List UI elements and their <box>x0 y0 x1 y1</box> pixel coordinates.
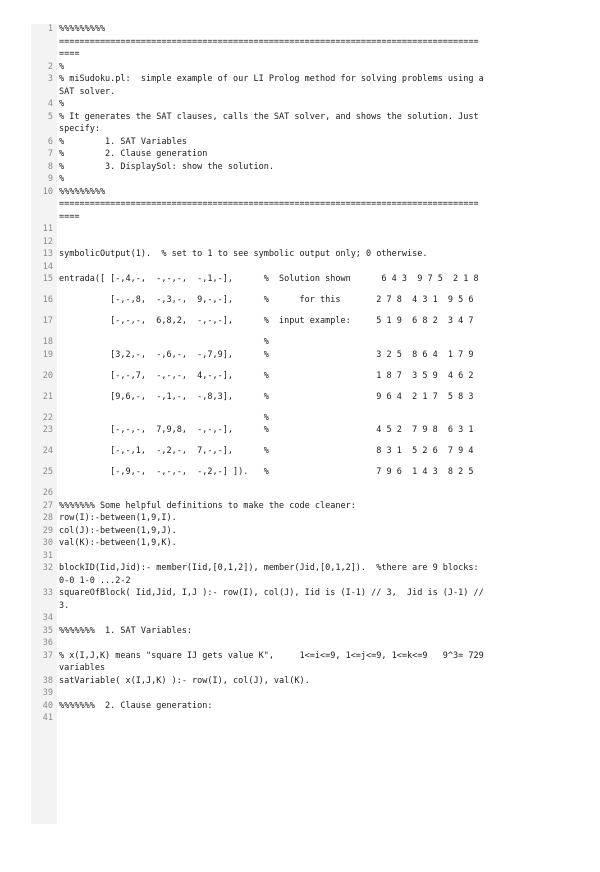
line-number: 36 <box>42 638 53 648</box>
code-text: 3. <box>59 600 70 611</box>
line-number: 3 <box>47 74 53 84</box>
code-text: row(I):-between(1,9,I). <box>59 513 177 523</box>
code-text: % 1. SAT Variables <box>59 136 187 147</box>
code-line <box>31 638 563 651</box>
code-text <box>57 713 563 726</box>
code-text: % <box>59 412 269 423</box>
code-text <box>57 688 563 701</box>
line-number: 34 <box>42 613 53 623</box>
line-number: 4 <box>47 99 53 109</box>
code-line <box>31 149 563 162</box>
code-line <box>31 249 563 262</box>
code-text: % <box>59 174 65 184</box>
code-line <box>31 613 563 626</box>
line-number: 39 <box>42 688 53 698</box>
line-number: 35 <box>42 625 53 636</box>
code-line <box>31 651 563 664</box>
line-number <box>31 49 57 62</box>
line-number <box>31 87 57 100</box>
code-text: [3,2,-, -,6,-, -,7,9], % 3 2 5 8 6 4 1 7 9 <box>59 349 474 360</box>
code-text: % It generates the SAT clauses, calls the SAT solver, and shows the solution. Just <box>59 111 479 122</box>
code-line <box>31 262 563 275</box>
code-text: [-,-,-, 6,8,2, -,-,-], % input example: 5 1 9 6 8 2 3 4 7 <box>59 316 474 326</box>
line-number: 14 <box>42 261 53 272</box>
line-number: 24 <box>42 446 53 456</box>
code-text: col(J):-between(1,9,J). <box>59 525 177 536</box>
code-line <box>31 601 563 614</box>
line-number: 30 <box>42 538 53 548</box>
line-number <box>31 199 57 212</box>
code-text: [-,-,7, -,-,-, 4,-,-], % 1 8 7 3 5 9 4 6 2 <box>59 370 474 381</box>
code-line <box>31 137 563 150</box>
code-text: ==== <box>59 211 80 222</box>
code-text <box>57 613 563 626</box>
code-line <box>31 295 563 316</box>
code-text: % 3. DisplaySol: show the solution. <box>59 161 274 172</box>
line-number: 9 <box>47 174 53 184</box>
code-editor[interactable] <box>31 24 563 726</box>
line-number: 28 <box>42 513 53 523</box>
line-number: 21 <box>42 391 53 402</box>
code-line <box>31 563 563 576</box>
line-number: 38 <box>42 675 53 686</box>
code-text: [9,6,-, -,1,-, -,8,3], % 9 6 4 2 1 7 5 8 3 <box>59 391 474 402</box>
line-number: 20 <box>42 370 53 381</box>
line-number: 40 <box>42 700 53 711</box>
code-text: % <box>59 99 65 109</box>
code-lines <box>31 24 563 726</box>
line-number: 32 <box>42 563 53 573</box>
code-line <box>31 112 563 125</box>
code-text <box>57 551 563 564</box>
line-number <box>31 601 57 614</box>
code-line <box>31 162 563 175</box>
code-line <box>31 501 563 514</box>
code-line <box>31 174 563 187</box>
code-line <box>31 413 563 426</box>
code-line <box>31 701 563 714</box>
code-line <box>31 24 563 37</box>
line-number: 26 <box>42 488 53 498</box>
code-text <box>57 638 563 651</box>
code-text: ================================================================================== <box>59 36 479 47</box>
line-number: 16 <box>42 295 53 305</box>
code-text: %%%%%%% 1. SAT Variables: <box>59 625 193 636</box>
code-line <box>31 371 563 392</box>
line-number <box>31 124 57 137</box>
code-text: variables <box>59 663 106 673</box>
code-text: blockID(Iid,Jid):- member(Iid,[0,1,2]), member(Jid,[0,1,2]). %there are 9 blocks: <box>59 563 479 573</box>
code-line <box>31 224 563 237</box>
line-number <box>31 212 57 225</box>
line-number: 27 <box>42 500 53 511</box>
line-number <box>31 37 57 50</box>
line-number <box>31 663 57 676</box>
code-line <box>31 199 563 212</box>
code-line <box>31 49 563 62</box>
code-line <box>31 446 563 467</box>
code-text: % x(I,J,K) means "square IJ gets value K", 1<=i<=9, 1<=j<=9, 1<=k<=9 9^3= 729 <box>59 650 484 661</box>
code-line <box>31 467 563 488</box>
code-text: %%%%%%% 2. Clause generation: <box>59 700 213 711</box>
line-number: 41 <box>42 713 53 723</box>
code-text: ==== <box>59 49 80 59</box>
code-line <box>31 274 563 295</box>
code-text <box>57 237 563 250</box>
code-line <box>31 74 563 87</box>
line-number: 6 <box>47 136 53 147</box>
line-number: 23 <box>42 425 53 435</box>
line-number: 18 <box>42 337 53 347</box>
code-line <box>31 488 563 501</box>
code-line <box>31 62 563 75</box>
code-text: SAT solver. <box>59 86 116 97</box>
code-text: [-,-,8, -,3,-, 9,-,-], % for this 2 7 8 4 3 1 9 5 6 <box>59 295 474 305</box>
line-number: 2 <box>47 61 53 72</box>
code-text: [-,-,-, 7,9,8, -,-,-], % 4 5 2 7 9 8 6 3 1 <box>59 425 474 435</box>
code-line <box>31 425 563 446</box>
line-number <box>31 576 57 589</box>
line-number: 11 <box>42 224 53 234</box>
line-number: 25 <box>42 467 53 477</box>
code-text: %%%%%%% Some helpful definitions to make the code cleaner: <box>59 500 356 511</box>
code-line <box>31 713 563 726</box>
code-line <box>31 526 563 539</box>
line-number: 5 <box>47 111 53 122</box>
line-number: 29 <box>42 525 53 536</box>
line-number: 37 <box>42 650 53 661</box>
code-text: specify: <box>59 124 100 134</box>
code-text: squareOfBlock( Iid,Jid, I,J ):- row(I), col(J), Iid is (I-1) // 3, Jid is (J-1) // <box>59 588 484 598</box>
line-number: 15 <box>42 274 53 284</box>
line-number: 22 <box>42 412 53 423</box>
line-number: 13 <box>42 249 53 259</box>
line-number: 10 <box>42 186 53 197</box>
code-line <box>31 99 563 112</box>
line-number: 7 <box>47 149 53 159</box>
code-text: % <box>59 61 65 72</box>
code-line <box>31 551 563 564</box>
code-text <box>57 262 563 275</box>
code-line <box>31 392 563 413</box>
code-text <box>57 488 563 501</box>
code-text: % <box>59 337 269 347</box>
code-line <box>31 513 563 526</box>
code-text: symbolicOutput(1). % set to 1 to see symbolic output only; 0 otherwise. <box>59 249 428 259</box>
code-text: %%%%%%%%% <box>59 186 106 197</box>
code-line <box>31 237 563 250</box>
code-line <box>31 588 563 601</box>
code-text: val(K):-between(1,9,K). <box>59 538 177 548</box>
code-text: [-,9,-, -,-,-, -,2,-] ]). % 7 9 6 1 4 3 8 2 5 <box>59 467 474 477</box>
code-line <box>31 663 563 676</box>
line-number: 33 <box>42 588 53 598</box>
code-line <box>31 337 563 350</box>
code-line <box>31 316 563 337</box>
code-line <box>31 538 563 551</box>
code-line <box>31 87 563 100</box>
code-line <box>31 212 563 225</box>
code-text: 0-0 1-0 ...2-2 <box>59 575 131 586</box>
code-line <box>31 37 563 50</box>
line-number: 12 <box>42 236 53 247</box>
code-line <box>31 576 563 589</box>
code-line <box>31 350 563 371</box>
code-text: % miSudoku.pl: simple example of our LI Prolog method for solving problems using a <box>59 74 484 84</box>
code-text: ================================================================================== <box>59 199 479 209</box>
code-line <box>31 676 563 689</box>
code-text <box>57 224 563 237</box>
code-line <box>31 626 563 639</box>
line-number: 19 <box>42 349 53 360</box>
line-number: 17 <box>42 316 53 326</box>
code-line <box>31 688 563 701</box>
code-line <box>31 124 563 137</box>
code-line <box>31 187 563 200</box>
code-text: % 2. Clause generation <box>59 149 208 159</box>
line-number: 8 <box>47 161 53 172</box>
code-text: %%%%%%%%% <box>59 24 106 34</box>
code-text: satVariable( x(I,J,K) ):- row(I), col(J), val(K). <box>59 675 310 686</box>
code-text: [-,-,1, -,2,-, 7,-,-], % 8 3 1 5 2 6 7 9 4 <box>59 446 474 456</box>
code-text: entrada([ [-,4,-, -,-,-, -,1,-], % Solution shown 6 4 3 9 7 5 2 1 8 <box>59 274 479 284</box>
line-number: 1 <box>47 24 53 34</box>
line-number: 31 <box>42 550 53 561</box>
